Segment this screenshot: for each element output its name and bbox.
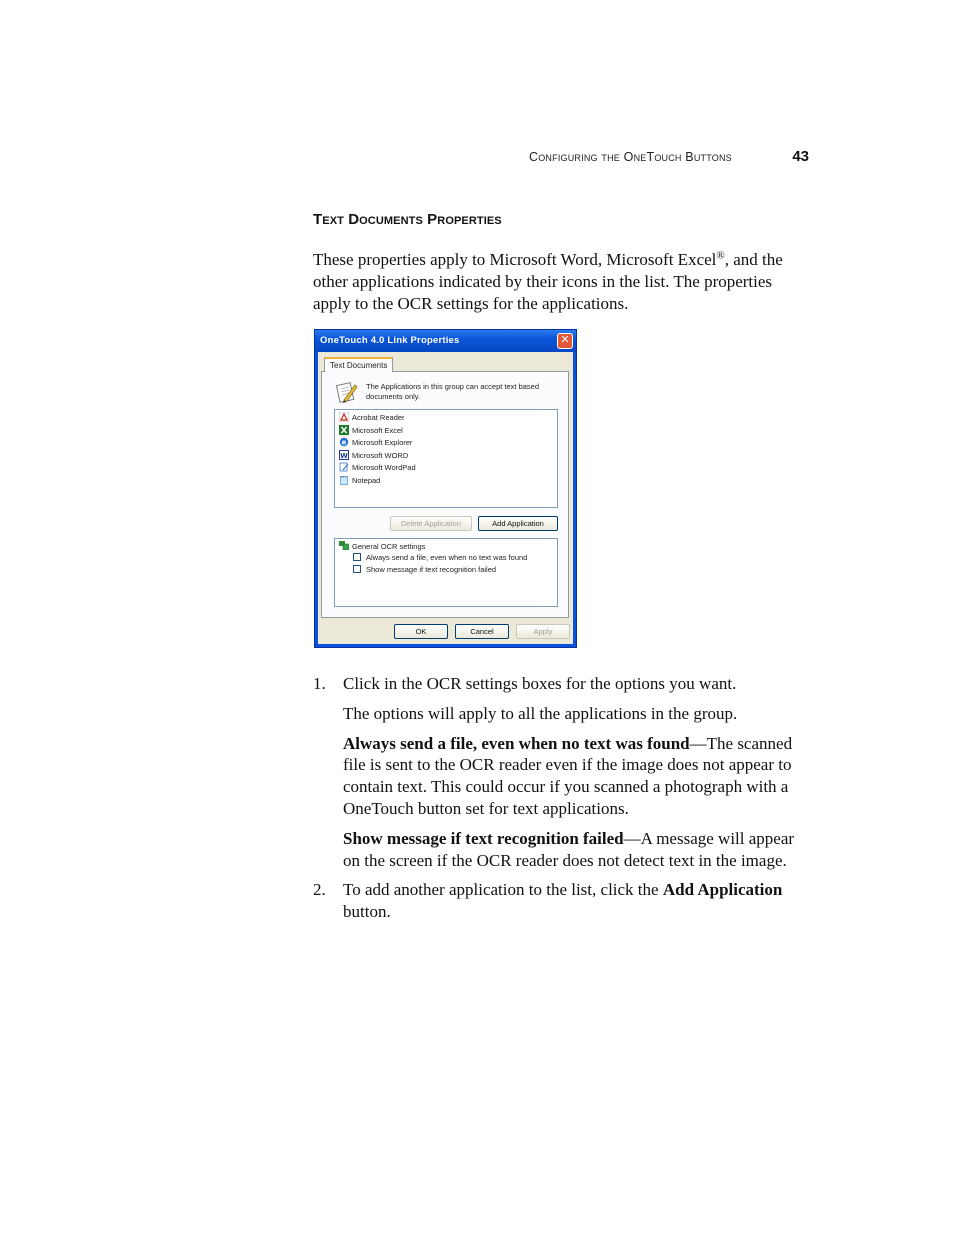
notepad-icon (339, 475, 349, 485)
step-2 (313, 879, 803, 923)
option-show-message-description: Show message if text recognition failed—A message will appear on the screen if the OCR reader does not detect text in the image. (343, 828, 795, 870)
page-number: 43 (792, 148, 809, 165)
list-item[interactable]: Microsoft WordPad (339, 462, 416, 474)
pencil-paper-icon (335, 380, 359, 404)
add-application-button[interactable]: Add Application (478, 516, 558, 531)
intro-text-a: These properties apply to Microsoft Word, Microsoft Excel (313, 250, 717, 269)
tab-text-documents[interactable]: Text Documents (324, 357, 393, 372)
close-button[interactable] (557, 333, 573, 349)
wordpad-icon (339, 462, 349, 472)
cancel-button[interactable]: Cancel (455, 624, 509, 639)
ok-button[interactable]: OK (394, 624, 448, 639)
word-icon (339, 450, 349, 460)
delete-application-button[interactable]: Delete Application (390, 516, 472, 531)
list-item[interactable]: Microsoft Excel (339, 425, 403, 437)
ocr-settings-box (334, 538, 558, 607)
tab-panel (321, 371, 569, 618)
list-item[interactable]: W Microsoft WORD (340, 450, 409, 460)
step-1-number: 1. (313, 674, 326, 693)
svg-text:e: e (341, 438, 347, 447)
dialog-client (318, 352, 573, 644)
ocr-option-always-send[interactable]: Always send a file, even when no text was found (353, 553, 527, 563)
registered-mark: ® (716, 249, 725, 262)
ocr-group: General OCR settings (339, 541, 425, 552)
step-2-text: To add another application to the list, click the Add Application button. (343, 880, 783, 922)
apply-button[interactable]: Apply (516, 624, 570, 639)
list-item[interactable]: Acrobat Reader (339, 412, 405, 424)
step-1 (313, 673, 803, 871)
list-item[interactable]: Notepad (339, 475, 380, 487)
ocr-settings-icon (339, 541, 349, 550)
step-1-text: Click in the OCR settings boxes for the options you want. (343, 674, 737, 693)
internet-explorer-icon (339, 437, 349, 447)
acrobat-reader-icon (339, 412, 349, 422)
properties-dialog (314, 329, 577, 648)
step-1-subtext: The options will apply to all the applications in the group. (343, 703, 738, 723)
always-send-checkbox[interactable] (353, 553, 361, 561)
dialog-titlebar[interactable] (315, 330, 576, 352)
intro-text-b: , and the other applications indicated by their icons in the list. The properties apply to the OCR settings for the applications. (313, 250, 783, 313)
step-2-number: 2. (313, 880, 326, 900)
intro-paragraph (313, 249, 803, 314)
steps-list (313, 673, 803, 931)
dialog-title: OneTouch 4.0 Link Properties (320, 335, 460, 346)
option-always-send-description: Always send a file, even when no text was found—The scanned file is sent to the OCR reader even if the image does not appear to contain text. This could occur if you scanned a photograph with a OneTouch button set for text applications. (343, 733, 793, 818)
section-title: Text Documents Properties (313, 211, 502, 228)
show-message-checkbox[interactable] (353, 565, 361, 573)
ocr-option-show-message[interactable]: Show message if text recognition failed (353, 565, 496, 575)
list-item[interactable]: e Microsoft Explorer (339, 437, 412, 449)
running-title: Configuring the OneTouch Buttons (529, 150, 732, 164)
svg-text:W: W (340, 451, 348, 460)
application-list[interactable] (334, 409, 558, 508)
page-header (529, 148, 809, 168)
info-text: The Applications in this group can accept text based documents only. (366, 382, 540, 401)
close-icon: ✕ (560, 334, 570, 346)
excel-icon (339, 425, 349, 435)
